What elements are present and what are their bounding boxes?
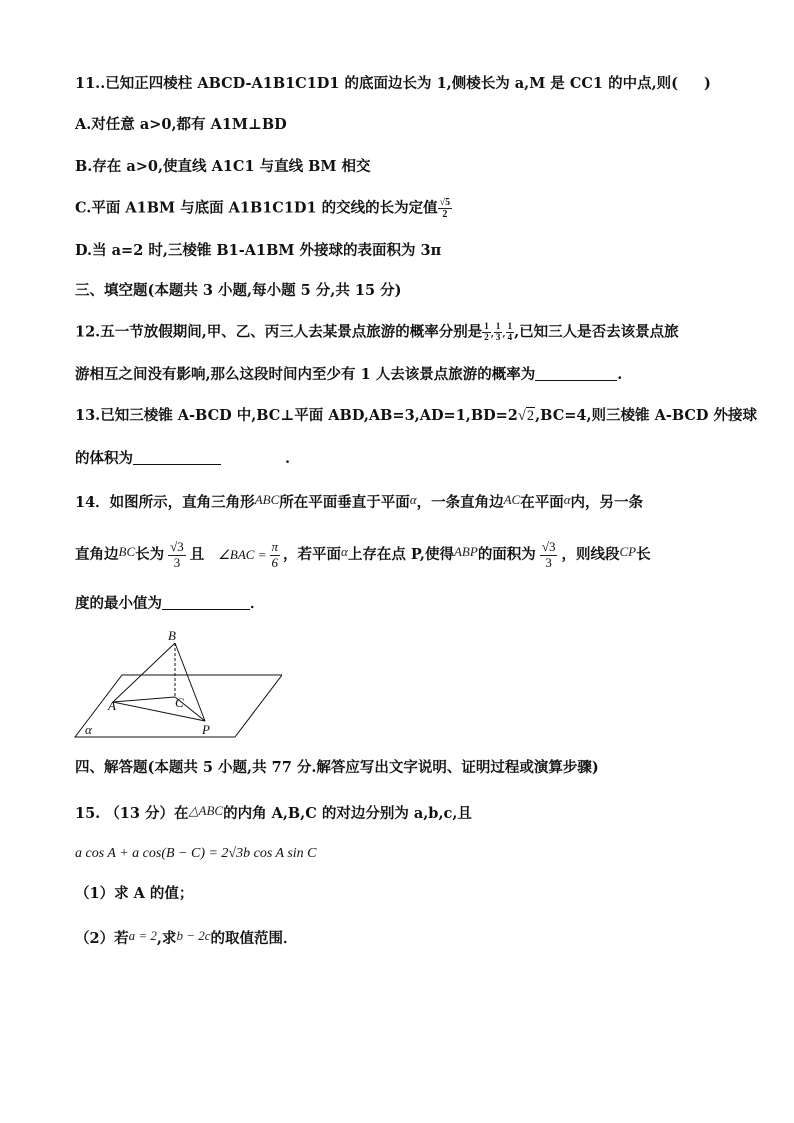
q14-math-bc: BC bbox=[118, 544, 136, 559]
q12-line-2-end: . bbox=[617, 366, 623, 383]
q14-answer-blank[interactable] bbox=[162, 609, 250, 610]
q12-fraction-1 bbox=[482, 322, 491, 343]
q14-l3-text: 度的最小值为 bbox=[75, 595, 162, 612]
q12-fraction-2-den: 3 bbox=[495, 331, 501, 342]
section-3-heading: 三、填空题(本题共 3 小题,每小题 5 分,共 15 分) bbox=[75, 282, 402, 299]
q14-text-4: 在平面 bbox=[520, 494, 564, 511]
section-4-heading: 四、解答题(本题共 5 小题,共 77 分.解答应写出文字说明、证明过程或演算步骤) bbox=[75, 759, 599, 776]
q14-text-2: 所在平面垂直于平面 bbox=[279, 494, 410, 511]
q14-figure bbox=[72, 626, 282, 741]
q14-math-ac: AC bbox=[503, 492, 521, 507]
q14-l2-text-2: 长为 bbox=[135, 546, 165, 563]
q12-line-1-text-a: 12.五一节放假期间,甲、乙、丙三人去某景点旅游的概率分别是 bbox=[75, 323, 483, 341]
q14-text-3: ，一条直角边 bbox=[416, 494, 504, 511]
q13-line-2-text: 的体积为 bbox=[75, 450, 133, 467]
q12-line-2 bbox=[75, 365, 622, 385]
label-alpha: α bbox=[85, 722, 92, 737]
q14-l2-text-5: 上存在点 P,使得 bbox=[347, 546, 454, 563]
q14-fraction-angle-num: π bbox=[271, 539, 279, 555]
q14-l2-text-7: ，则线段 bbox=[561, 546, 620, 563]
q12-fraction-3-num: 1 bbox=[507, 321, 513, 331]
q11-option-c-text: C.平面 A1BM 与底面 A1B1C1D1 的交线的长为定值 bbox=[75, 199, 438, 217]
q14-fraction-area bbox=[540, 540, 558, 570]
q14-l3-end: ． bbox=[250, 595, 265, 612]
q14-math-alpha-3: α bbox=[341, 544, 348, 559]
q14-text-5: 内，另一条 bbox=[570, 494, 644, 511]
q11-stem-close: ) bbox=[703, 75, 711, 92]
q12-line-1-text-b: ,已知三人是否去该景点旅 bbox=[514, 323, 679, 341]
q14-line-3 bbox=[75, 594, 265, 614]
q11-option-a: A.对任意 a>0,都有 A1M⊥BD bbox=[75, 116, 287, 133]
q13-sqrt: √2 bbox=[517, 408, 535, 424]
q14-line-1 bbox=[75, 490, 643, 513]
q15-sub-1: （1）求 A 的值； bbox=[75, 885, 194, 902]
q12-fraction-2-num: 1 bbox=[495, 321, 501, 331]
q14-fraction-angle-den: 6 bbox=[271, 554, 278, 570]
q14-fraction-bc bbox=[168, 540, 186, 570]
label-c: C bbox=[175, 695, 184, 710]
q12-line-1: 12.五一节放假期间,甲、乙、丙三人去某景点旅游的概率分别是 $\frac{1}{2}$ , $\frac{1}{3}$ , $\frac{1}{4}$ ,已知三人是否去该景点旅 bbox=[75, 321, 679, 342]
q12-fraction-3-den: 4 bbox=[507, 331, 513, 342]
label-a: A bbox=[108, 698, 116, 713]
q12-line-2-text: 游相互之间没有影响,那么这段时间内至少有 1 人去该景点旅游的概率为 bbox=[75, 366, 536, 383]
q13-answer-blank[interactable] bbox=[133, 464, 221, 465]
line-ap bbox=[113, 702, 205, 721]
q14-angle-lhs: ∠BAC = bbox=[218, 547, 267, 562]
q11-option-c bbox=[75, 197, 452, 220]
label-p: P bbox=[202, 722, 210, 737]
q14-l2-text-4: ，若平面 bbox=[283, 546, 342, 563]
q13-line-1-text-a: 13.已知三棱锥 A-BCD 中,BC⊥平面 ABD,AB=3,AD=1,BD=2 bbox=[75, 407, 518, 424]
q14-math-abp: ABP bbox=[453, 544, 478, 559]
q15-formula bbox=[75, 843, 317, 864]
q14-math-alpha-2: α bbox=[563, 492, 571, 507]
q15-sub2-text-3: 的取值范围． bbox=[210, 930, 298, 947]
q14-fraction-bc-den: 3 bbox=[173, 554, 181, 570]
q11-option-c-fraction bbox=[438, 197, 453, 220]
q15-sub2-text-1: （2）若 bbox=[75, 930, 129, 947]
line-ac bbox=[113, 697, 175, 702]
q15-sub-2 bbox=[75, 926, 297, 949]
q11-option-c-numerator: √5 bbox=[439, 197, 451, 208]
q14-l2-text-6: 的面积为 bbox=[477, 546, 536, 563]
q13-sqrt-radicand: 2 bbox=[526, 408, 535, 424]
q13-line-1 bbox=[75, 406, 757, 426]
q14-fraction-bc-num: √3 bbox=[170, 539, 184, 555]
q13-line-1-text-b: ,BC=4,则三棱锥 A-BCD 外接球 bbox=[535, 407, 758, 424]
q11-option-d: D.当 a=2 时,三棱锥 B1-A1BM 外接球的表面积为 3π bbox=[75, 242, 442, 259]
q14-line-2 bbox=[75, 532, 651, 575]
q15-stem bbox=[75, 801, 472, 824]
q14-l2-text-1: 直角边 bbox=[75, 546, 119, 563]
q14-math-cp: CP bbox=[619, 544, 637, 559]
q15-text-1: 15. （13 分）在 bbox=[75, 805, 189, 822]
q12-answer-blank[interactable] bbox=[535, 380, 617, 381]
q11-option-b: B.存在 a>0,使直线 A1C1 与直线 BM 相交 bbox=[75, 158, 371, 175]
line-ab bbox=[113, 643, 175, 702]
q11-stem bbox=[75, 74, 711, 94]
q14-fraction-area-num: √3 bbox=[541, 539, 556, 555]
q15-math-triangle: △ABC bbox=[188, 803, 224, 818]
q13-line-2 bbox=[75, 449, 290, 469]
q15-sub2-text-2: ,求 bbox=[156, 930, 177, 947]
q13-line-2-end: . bbox=[285, 450, 291, 467]
q14-l2-text-8: 长 bbox=[636, 546, 651, 563]
q12-fraction-1-num: 1 bbox=[484, 321, 489, 331]
q14-text-1: 14．如图所示，直角三角形 bbox=[75, 494, 255, 511]
q14-fraction-area-den: 3 bbox=[545, 554, 552, 570]
q12-fraction-3 bbox=[506, 322, 515, 343]
q15-math-a2: a = 2 bbox=[128, 928, 157, 943]
q14-fraction-angle bbox=[270, 540, 281, 570]
label-b: B bbox=[168, 628, 176, 643]
q14-math-abc: ABC bbox=[254, 492, 280, 507]
q11-option-c-denominator: 2 bbox=[442, 209, 448, 220]
q15-text-2: 的内角 A,B,C 的对边分别为 a,b,c,且 bbox=[223, 805, 472, 822]
q14-math-alpha: α bbox=[409, 492, 417, 507]
q12-fraction-1-den: 2 bbox=[484, 331, 489, 342]
q15-math-b2c: b − 2c bbox=[176, 928, 211, 943]
q15-formula-text: a cos A + a cos(B − C) = 2√3b cos A sin C bbox=[75, 846, 317, 861]
q14-l2-text-3: 且 bbox=[189, 546, 205, 563]
q11-stem-text: 11..已知正四棱柱 ABCD-A1B1C1D1 的底面边长为 1,侧棱长为 a,M 是 CC1 的中点,则( bbox=[75, 75, 678, 92]
